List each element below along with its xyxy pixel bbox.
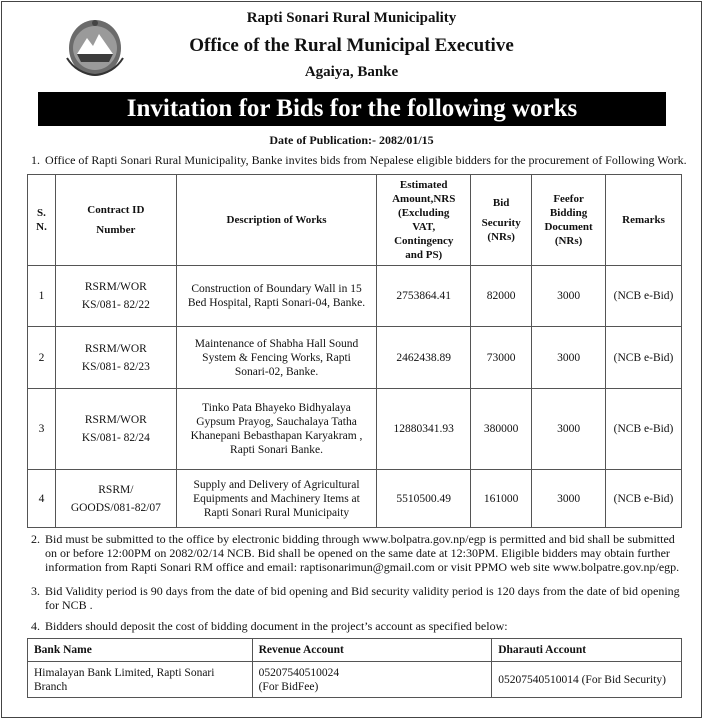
office-title: Office of the Rural Municipal Executive xyxy=(189,35,514,56)
validity-clause: 3. Bid Validity period is 90 days from the date of bid opening and Bid security validity period is 120 days from the date of bid opening for NCB . xyxy=(31,584,680,612)
submission-clause: 2. Bid must be submitted to the office by electronic bidding through www.bolpatra.gov.np/egp is permitted and bid shall be submitted on or before 12:00PM on 2082/02/14 NCB. Bid shall be opened on the same date at 12:30PM. Eligible bidders may obtain further information from Rapti Sonari RM office and email: raptisonarimun@gmail.com or visit PPMO web site www.bolpatre.gov.np/egp. xyxy=(31,532,680,574)
clause-number: 1. xyxy=(31,153,40,167)
publication-date: Date of Publication:- 2082/01/15 xyxy=(269,133,434,147)
table-row xyxy=(28,389,682,470)
row-remarks: (NCB e-Bid) xyxy=(606,266,682,327)
table-row xyxy=(28,470,682,528)
bank-name: Himalayan Bank Limited, Rapti Sonari Branch xyxy=(28,662,253,698)
row-remarks: (NCB e-Bid) xyxy=(606,389,682,470)
row-contract: RSRM/WOR KS/081- 82/23 xyxy=(55,327,176,389)
row-fee: 3000 xyxy=(532,470,606,528)
row-fee: 3000 xyxy=(532,389,606,470)
bank-row xyxy=(28,662,682,698)
row-contract: RSRM/WOR KS/081- 82/22 xyxy=(55,266,176,327)
clause-number: 2. xyxy=(31,532,40,546)
clause-number: 3. xyxy=(31,584,40,598)
row-security: 73000 xyxy=(471,327,532,389)
row-contract: RSRM/ GOODS/081-82/07 xyxy=(55,470,176,528)
bank-header-row xyxy=(28,639,682,662)
row-security: 161000 xyxy=(471,470,532,528)
row-amount: 2462438.89 xyxy=(377,327,471,389)
intro-text: Office of Rapti Sonari Rural Municipality, Banke invites bids from Nepalese eligible bidders for the procurement of Following Work. xyxy=(45,153,687,167)
col-header-contract: Contract ID Number xyxy=(55,175,176,266)
col-header-bank: Bank Name xyxy=(28,639,253,662)
col-header-bid-security: Bid Security (NRs) xyxy=(471,175,532,266)
row-amount: 2753864.41 xyxy=(377,266,471,327)
municipality-name: Rapti Sonari Rural Municipality xyxy=(246,10,457,26)
row-description: Construction of Boundary Wall in 15 Bed Hospital, Rapti Sonari-04, Banke. xyxy=(176,266,377,327)
row-description: Tinko Pata Bhayeko Bidhyalaya Gypsum Prayog, Sauchalaya Tatha Khanepani Bebasthapan Karyakram , Rapti Sonari Banke. xyxy=(176,389,377,470)
row-sn: 2 xyxy=(28,327,56,389)
dharauti-account: 05207540510014 (For Bid Security) xyxy=(492,662,682,698)
notice-banner: Invitation for Bids for the following works xyxy=(38,92,666,126)
table-header-row xyxy=(28,175,682,266)
clause-number: 4. xyxy=(31,619,40,633)
row-security: 82000 xyxy=(471,266,532,327)
row-amount: 5510500.49 xyxy=(377,470,471,528)
row-description: Maintenance of Shabha Hall Sound System & Fencing Works, Rapti Sonari-02, Banke. xyxy=(176,327,377,389)
col-header-description: Description of Works xyxy=(176,175,377,266)
col-header-revenue: Revenue Account xyxy=(252,639,492,662)
row-fee: 3000 xyxy=(532,266,606,327)
row-sn: 4 xyxy=(28,470,56,528)
intro-clause xyxy=(31,153,695,167)
row-fee: 3000 xyxy=(532,327,606,389)
deposit-clause: 4. Bidders should deposit the cost of bidding document in the project’s account as specified below: xyxy=(31,619,508,633)
works-table xyxy=(27,174,682,528)
col-header-dharauti: Dharauti Account xyxy=(492,639,682,662)
office-location: Agaiya, Banke xyxy=(304,64,399,80)
row-contract: RSRM/WOR KS/081- 82/24 xyxy=(55,389,176,470)
row-sn: 3 xyxy=(28,389,56,470)
row-remarks: (NCB e-Bid) xyxy=(606,327,682,389)
row-description: Supply and Delivery of Agricultural Equipments and Machinery Items at Rapti Sonari Rural Municipaity xyxy=(176,470,377,528)
bank-accounts-table xyxy=(27,638,682,698)
row-sn: 1 xyxy=(28,266,56,327)
revenue-account: 05207540510024 (For BidFee) xyxy=(252,662,492,698)
col-header-sn: S. N. xyxy=(28,175,56,266)
col-header-fee: Feefor Bidding Document (NRs) xyxy=(532,175,606,266)
col-header-amount: Estimated Amount,NRS (Excluding VAT, Contingency and PS) xyxy=(377,175,471,266)
row-security: 380000 xyxy=(471,389,532,470)
col-header-remarks: Remarks xyxy=(606,175,682,266)
row-remarks: (NCB e-Bid) xyxy=(606,470,682,528)
table-row xyxy=(28,266,682,327)
table-row xyxy=(28,327,682,389)
row-amount: 12880341.93 xyxy=(377,389,471,470)
